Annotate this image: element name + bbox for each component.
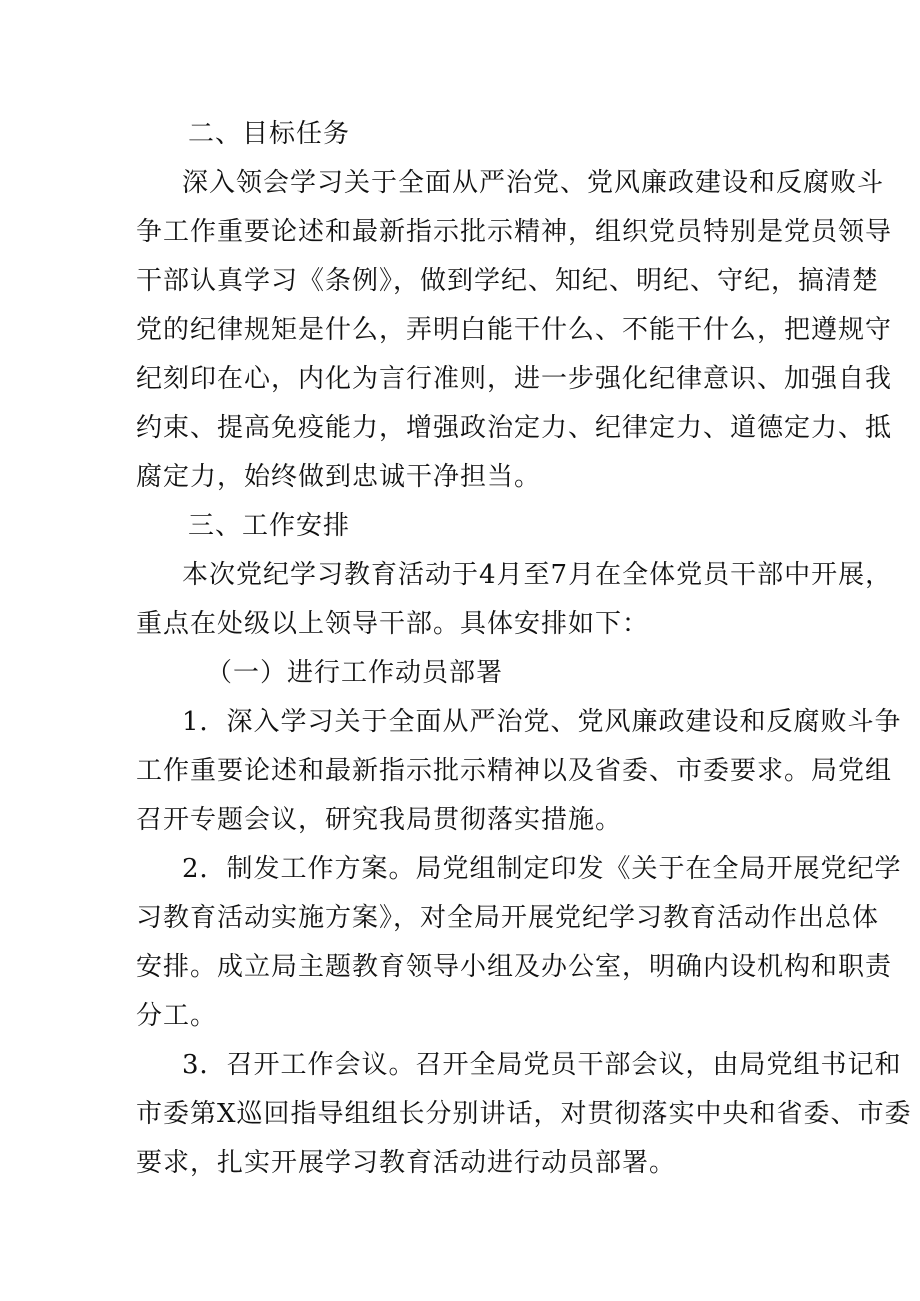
section-2-paragraph-line: 党的纪律规矩是什么，弄明白能干什么、不能干什么，把遵规守 <box>136 315 893 345</box>
item-2-line: 安排。成立局主题教育领导小组及办公室，明确内设机构和职责 <box>136 952 893 982</box>
item-2-line: 分工。 <box>136 1001 218 1031</box>
item-1-line: 1．深入学习关于全面从严治党、党风廉政建设和反腐败斗争 <box>182 707 902 737</box>
item-3-line: 市委第X巡回指导组组长分别讲话，对贯彻落实中央和省委、市委 <box>136 1099 912 1129</box>
section-2-paragraph-line: 腐定力，始终做到忠诚干净担当。 <box>136 462 542 492</box>
item-3-line: 要求，扎实开展学习教育活动进行动员部署。 <box>136 1148 677 1178</box>
item-1-line: 工作重要论述和最新指示批示精神以及省委、市委要求。局党组 <box>136 756 893 786</box>
item-1-line: 召开专题会议，研究我局贯彻落实措施。 <box>136 805 623 835</box>
section-2-paragraph-line: 干部认真学习《条例》，做到学纪、知纪、明纪、守纪，搞清楚 <box>136 266 880 296</box>
section-2-paragraph-line: 争工作重要论述和最新指示批示精神，组织党员特别是党员领导 <box>136 217 893 247</box>
section-2-paragraph-line: 深入领会学习关于全面从严治党、党风廉政建设和反腐败斗 <box>182 168 885 198</box>
section-2-heading: 二、目标任务 <box>188 119 351 149</box>
item-2-line: 2．制发工作方案。局党组制定印发《关于在全局开展党纪学 <box>182 854 902 884</box>
section-2-paragraph-line: 约束、提高免疫能力，增强政治定力、纪律定力、道德定力、抵 <box>136 413 893 443</box>
section-3-intro-line: 本次党纪学习教育活动于4月至7月在全体党员干部中开展， <box>182 560 893 590</box>
section-3-heading: 三、工作安排 <box>188 511 351 541</box>
section-2-paragraph-line: 纪刻印在心，内化为言行准则，进一步强化纪律意识、加强自我 <box>136 364 893 394</box>
section-3-intro-line: 重点在处级以上领导干部。具体安排如下： <box>136 609 650 639</box>
item-3-line: 3．召开工作会议。召开全局党员干部会议，由局党组书记和 <box>182 1050 902 1080</box>
subsection-1-heading: （一）进行工作动员部署 <box>206 658 504 688</box>
item-2-line: 习教育活动实施方案》，对全局开展党纪学习教育活动作出总体 <box>136 903 880 933</box>
